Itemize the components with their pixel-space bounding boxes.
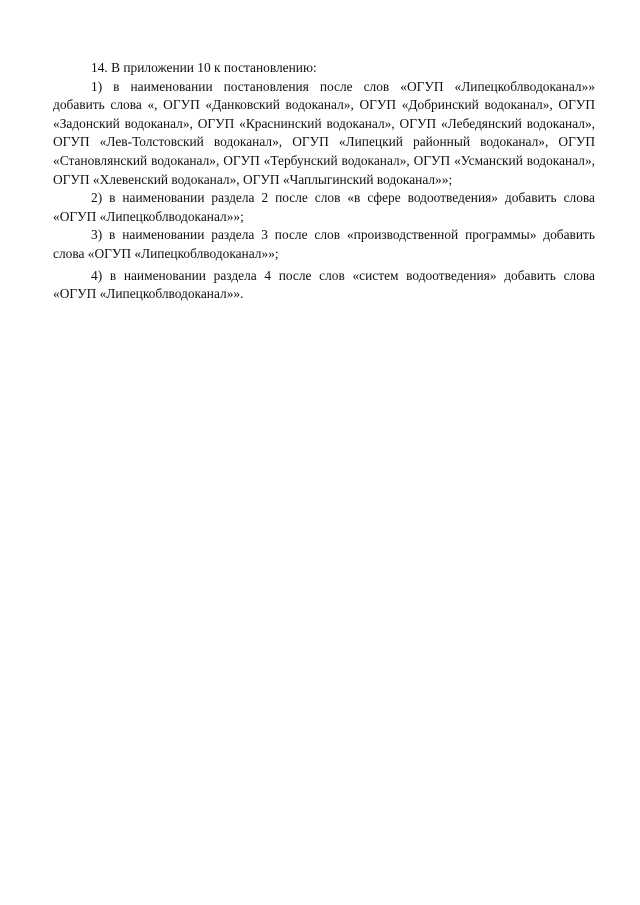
paragraph-heading-14: 14. В приложении 10 к постановлению: bbox=[91, 60, 317, 75]
paragraph-item-1: 1) в наименовании постановления после слов «ОГУП «Липецкоблводоканал»» добавить слова «, ОГУП «Данковский водоканал», ОГУП «Добринский водоканал», ОГУП «Задонский водоканал», ОГУП «Краснинский водоканал», ОГУП «Лебедянский водоканал», ОГУП «Лев-Толстовский водоканал», ОГУП «Липецкий районный водоканал», ОГУП «Становлянский водоканал», ОГУП «Тербунский водоканал», ОГУП «Усманский водоканал», ОГУП «Хлевенский водоканал», ОГУП «Чаплыгинский водоканал»»; bbox=[53, 78, 595, 187]
paragraph-item-3: 3) в наименовании раздела 3 после слов «производственной программы» добавить слова «ОГУП «Липецкоблводоканал»»; bbox=[53, 227, 595, 261]
paragraph-item-2: 2) в наименовании раздела 2 после слов «в сфере водоотведения» добавить слова «ОГУП «Липецкоблводоканал»»; bbox=[53, 190, 595, 224]
paragraph-item-4: 4) в наименовании раздела 4 после слов «систем водоотведения» добавить слова «ОГУП «Липецкоблводоканал»». bbox=[53, 267, 595, 302]
document-body bbox=[53, 59, 595, 304]
